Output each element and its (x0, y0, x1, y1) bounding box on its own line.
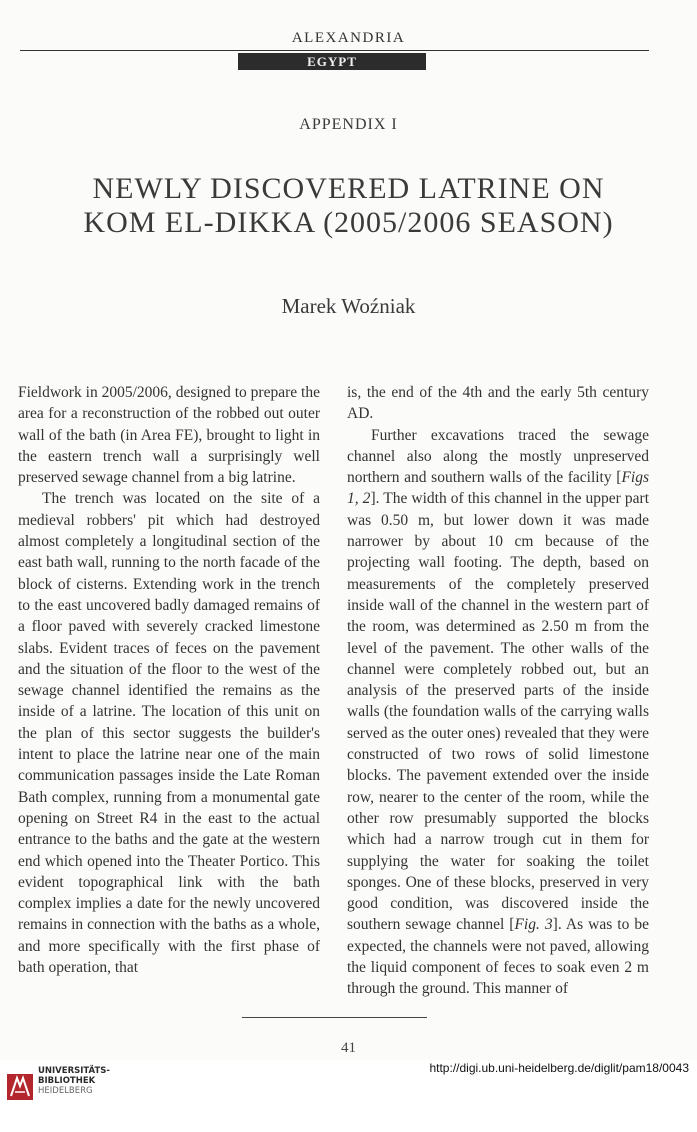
library-logo-icon (7, 1062, 33, 1112)
left-column (18, 382, 320, 978)
library-name (38, 1066, 110, 1096)
article-title (20, 172, 677, 240)
text-run: ]. The width of this channel in the upper part was 0.50 m, but lower down it was made narrower by about 10 cm because of the projecting wall footing. The depth, based on measurements of the completely preserved inside wall of the channel in the western part of the room, was determined as 2.50 m from the level of the pavement. The other walls of the channel were completely robbed out, but an analysis of the preserved parts of the inside walls (the foundation walls of the carrying walls served as the outer ones) revealed that they were constructed of two rows of solid limestone blocks. The pavement extended over the inside row, nearer to the center of the room, while the other row presumably supported the blocks which had a narrow trough cut in them for supplying the water for soaking the toilet sponges. One of these blocks, preserved in very good condition, was discovered inside the southern sewage channel [ (347, 490, 650, 934)
text-run: ]. As was to be expected, the channels were not paved, allowing the liquid component of feces to soak even 2 m through the ground. This manner of (347, 916, 649, 998)
paragraph: The trench was located on the site of a medieval robbers' pit which had destroyed almost completely a longitudinal section of the east bath wall, running to the north facade of the block of cisterns. Extending work in the trench to the east uncovered badly damaged remains of a floor paved with severely cracked limestone slabs. Evident traces of feces on the pavement and the situation of the floor to the west of the sewage channel identified the remains as the inside of a latrine. The location of this unit on the plan of this sector suggests the builder's intent to place the latrine near one of the main communication passages inside the Late Roman Bath complex, running from a monumental gate opening on Street R4 in the east to the actual entrance to the baths and the gate at the western end which opened into the Theater Portico. This evident topographical link with the bath complex implies a date for the newly uncovered remains in connection with the baths as a whole, and more specifically with the first phase of bath operation, that (18, 490, 320, 977)
digitization-footer (0, 1060, 697, 1132)
library-name-line: BIBLIOTHEK (38, 1076, 96, 1086)
author-name: Marek Woźniak (281, 294, 416, 318)
appendix-label: APPENDIX I (299, 116, 398, 133)
page-number: 41 (341, 1040, 356, 1056)
paragraph: Fieldwork in 2005/2006, designed to prepare the area for a reconstruction of the robbed out outer wall of the bath (in Area FE), brought to light in the eastern trench wall a surprisingly well preserved sewage channel from a big latrine. (18, 384, 320, 487)
figure-reference: Figs 1, 2 (347, 469, 649, 508)
text-run: Further excavations traced the sewage channel also along the mostly unpreserved northern and southern walls of the facility [ (347, 426, 649, 487)
running-head: ALEXANDRIA (291, 30, 406, 46)
library-name-line: UNIVERSITÄTS- (38, 1066, 110, 1076)
paragraph: is, the end of the 4th and the early 5th century AD. (347, 384, 649, 423)
library-name-line: HEIDELBERG (38, 1086, 93, 1096)
footer-rule (242, 1017, 427, 1018)
right-column (347, 382, 649, 1000)
figure-reference: Fig. 3 (514, 916, 553, 934)
section-band: EGYPT (238, 53, 426, 70)
title-line-2: KOM EL-DIKKA (2005/2006 SEASON) (83, 206, 614, 239)
paragraph (347, 425, 649, 1000)
header-rule (20, 50, 649, 51)
title-line-1: NEWLY DISCOVERED LATRINE ON (92, 172, 605, 205)
source-url-link[interactable]: http://digi.ub.uni-heidelberg.de/diglit/pam18/0043 (429, 1061, 689, 1075)
